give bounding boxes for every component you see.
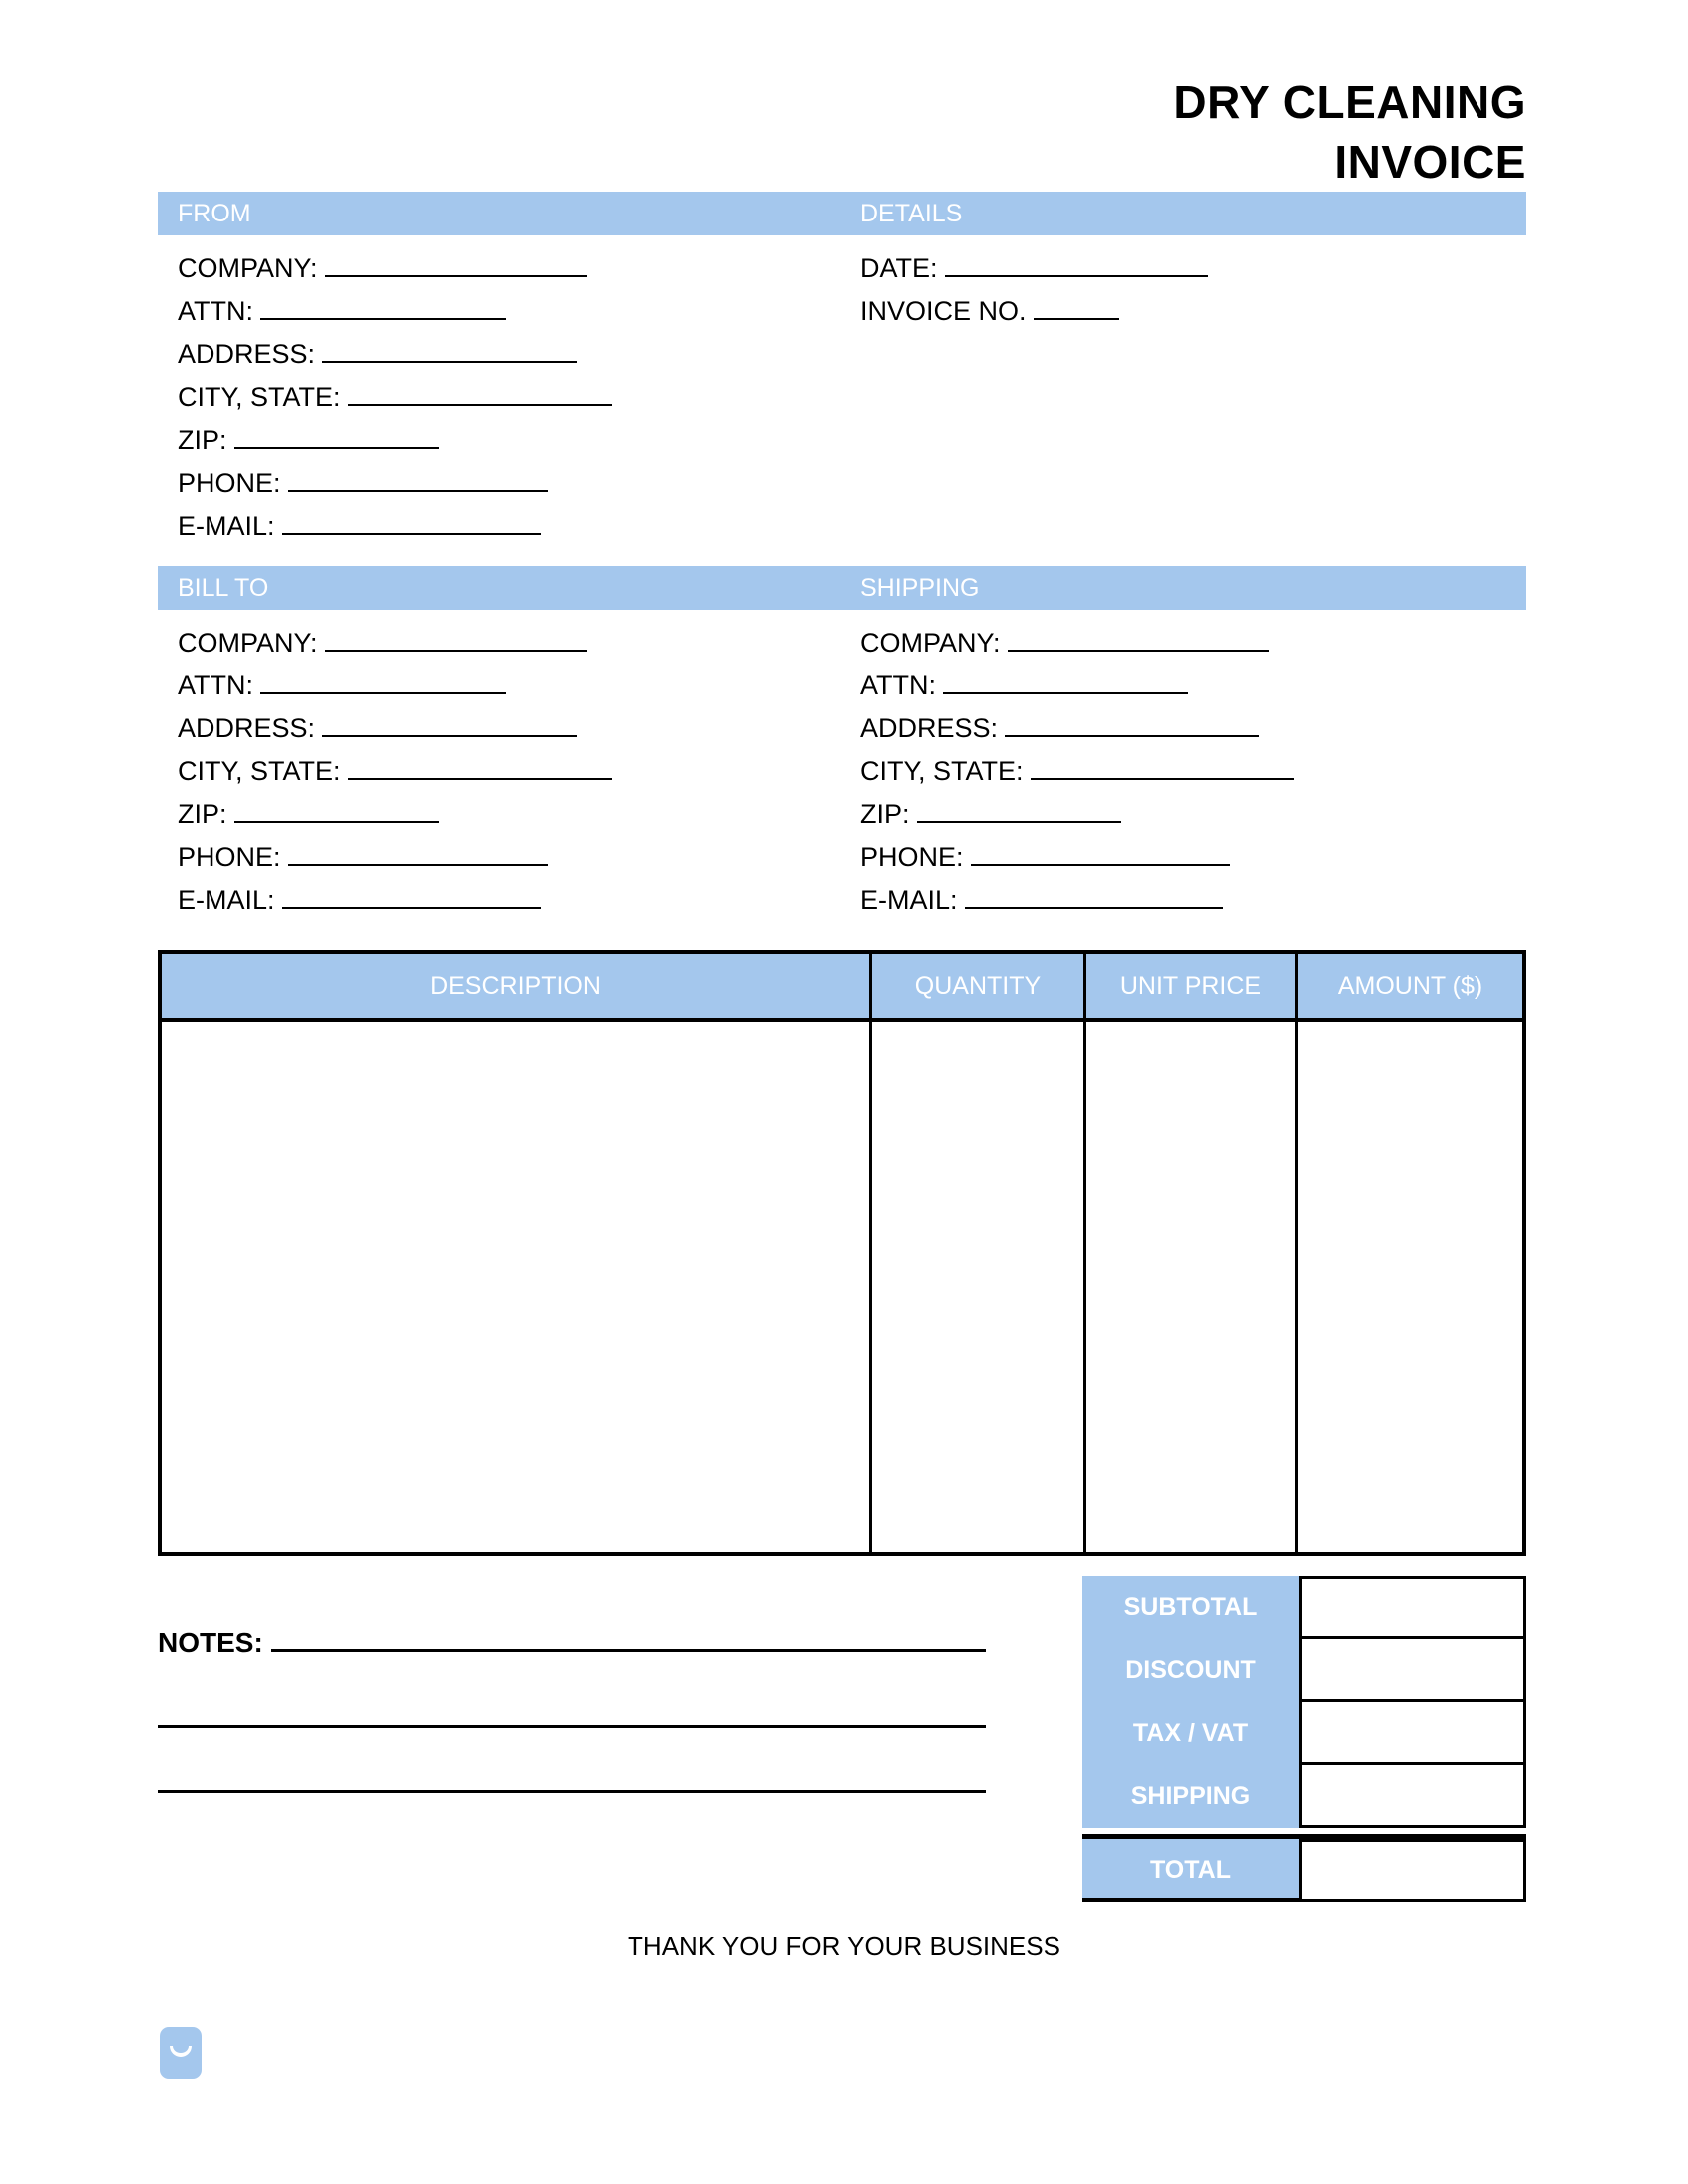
bill-to-address-input[interactable] xyxy=(322,705,577,737)
shipping-zip-input[interactable] xyxy=(917,791,1121,823)
bill-to-company-label: COMPANY: xyxy=(178,628,318,657)
line-items-table xyxy=(158,950,1526,1556)
shipping-heading: SHIPPING xyxy=(860,574,980,602)
details-field-date[interactable] xyxy=(860,245,1208,288)
footer-thank-you: THANK YOU FOR YOUR BUSINESS xyxy=(628,1931,1060,1961)
shipping-field-zip[interactable] xyxy=(860,791,1294,834)
bill-to-field-zip[interactable] xyxy=(178,791,612,834)
bill-to-zip-input[interactable] xyxy=(234,791,439,823)
from-email-label: E-MAIL: xyxy=(178,511,275,541)
shipping-email-input[interactable] xyxy=(965,877,1223,909)
shipping-phone-label: PHONE: xyxy=(860,842,964,872)
notes-label: NOTES: xyxy=(158,1627,263,1658)
column-header-quantity: QUANTITY xyxy=(869,954,1083,1018)
from-zip-label: ZIP: xyxy=(178,425,227,455)
cell-unit-price[interactable] xyxy=(1083,1022,1295,1552)
bill-to-field-attn[interactable] xyxy=(178,662,612,705)
line-items-table-header xyxy=(162,954,1522,1022)
column-header-unit-price: UNIT PRICE xyxy=(1083,954,1295,1018)
notes-input-line-2[interactable] xyxy=(158,1663,986,1728)
smile-square-logo-icon xyxy=(160,2027,202,2079)
bill-to-phone-input[interactable] xyxy=(288,834,548,866)
shipping-fields xyxy=(860,620,1294,920)
smile-arc-icon xyxy=(170,2046,192,2057)
notes-block xyxy=(158,1621,986,1793)
shipping-city-state-label: CITY, STATE: xyxy=(860,756,1024,786)
bill-to-company-input[interactable] xyxy=(325,620,587,652)
totals-row-discount xyxy=(1082,1639,1526,1702)
bill-to-email-input[interactable] xyxy=(282,877,541,909)
details-invoice-no-label: INVOICE NO. xyxy=(860,296,1027,326)
bill-to-city-state-input[interactable] xyxy=(348,748,612,780)
totals-row-tax-vat xyxy=(1082,1702,1526,1765)
bill-to-attn-input[interactable] xyxy=(260,662,506,694)
notes-input-line-3[interactable] xyxy=(158,1728,986,1793)
bill-to-heading: BILL TO xyxy=(178,574,269,602)
bill-to-field-address[interactable] xyxy=(178,705,612,748)
shipping-attn-input[interactable] xyxy=(943,662,1188,694)
column-header-description: DESCRIPTION xyxy=(430,972,601,1000)
from-field-zip[interactable] xyxy=(178,417,612,460)
tax-vat-label: TAX / VAT xyxy=(1082,1702,1299,1765)
from-city-state-label: CITY, STATE: xyxy=(178,382,341,412)
shipping-field-email[interactable] xyxy=(860,877,1294,920)
from-phone-label: PHONE: xyxy=(178,468,281,498)
cell-quantity[interactable] xyxy=(869,1022,1083,1552)
from-address-label: ADDRESS: xyxy=(178,339,316,369)
from-field-company[interactable] xyxy=(178,245,612,288)
from-field-phone[interactable] xyxy=(178,460,612,503)
from-field-city-state[interactable] xyxy=(178,374,612,417)
bill-to-city-state-label: CITY, STATE: xyxy=(178,756,341,786)
shipping-field-city-state[interactable] xyxy=(860,748,1294,791)
bill-to-zip-label: ZIP: xyxy=(178,799,227,829)
from-city-state-input[interactable] xyxy=(348,374,612,406)
from-phone-input[interactable] xyxy=(288,460,548,492)
totals-row-total xyxy=(1082,1834,1526,1902)
from-heading: FROM xyxy=(178,200,251,227)
bill-to-field-phone[interactable] xyxy=(178,834,612,877)
bill-to-phone-label: PHONE: xyxy=(178,842,281,872)
subtotal-value[interactable] xyxy=(1299,1576,1526,1639)
cell-amount[interactable] xyxy=(1295,1022,1522,1552)
shipping-total-value[interactable] xyxy=(1299,1765,1526,1828)
bill-to-attn-label: ATTN: xyxy=(178,670,253,700)
shipping-address-label: ADDRESS: xyxy=(860,713,999,743)
details-date-label: DATE: xyxy=(860,253,938,283)
from-field-email[interactable] xyxy=(178,503,612,546)
from-field-attn[interactable] xyxy=(178,288,612,331)
from-fields xyxy=(178,245,612,546)
notes-input-line-1[interactable] xyxy=(271,1621,986,1652)
from-field-address[interactable] xyxy=(178,331,612,374)
shipping-field-phone[interactable] xyxy=(860,834,1294,877)
from-company-label: COMPANY: xyxy=(178,253,318,283)
bill-to-field-company[interactable] xyxy=(178,620,612,662)
shipping-zip-label: ZIP: xyxy=(860,799,910,829)
cell-description[interactable] xyxy=(162,1022,869,1552)
tax-vat-value[interactable] xyxy=(1299,1702,1526,1765)
from-details-header-bar xyxy=(158,192,1526,235)
details-fields xyxy=(860,245,1208,331)
bill-to-address-label: ADDRESS: xyxy=(178,713,316,743)
from-address-input[interactable] xyxy=(322,331,577,363)
from-email-input[interactable] xyxy=(282,503,541,535)
bill-to-field-city-state[interactable] xyxy=(178,748,612,791)
shipping-phone-input[interactable] xyxy=(971,834,1230,866)
discount-value[interactable] xyxy=(1299,1639,1526,1702)
from-attn-input[interactable] xyxy=(260,288,506,320)
shipping-company-input[interactable] xyxy=(1008,620,1269,652)
shipping-field-address[interactable] xyxy=(860,705,1294,748)
bill-to-email-label: E-MAIL: xyxy=(178,885,275,915)
shipping-field-attn[interactable] xyxy=(860,662,1294,705)
shipping-attn-label: ATTN: xyxy=(860,670,936,700)
from-zip-input[interactable] xyxy=(234,417,439,449)
shipping-field-company[interactable] xyxy=(860,620,1294,662)
details-field-invoice-no[interactable] xyxy=(860,288,1208,331)
invoice-title-line-2: INVOICE xyxy=(1334,136,1526,188)
totals-row-shipping xyxy=(1082,1765,1526,1828)
bill-to-field-email[interactable] xyxy=(178,877,612,920)
billto-shipping-header-bar xyxy=(158,566,1526,610)
shipping-city-state-input[interactable] xyxy=(1031,748,1294,780)
shipping-total-label: SHIPPING xyxy=(1082,1765,1299,1828)
subtotal-label: SUBTOTAL xyxy=(1082,1576,1299,1639)
discount-label: DISCOUNT xyxy=(1082,1639,1299,1702)
line-items-table-body xyxy=(162,1022,1522,1552)
bill-to-fields xyxy=(178,620,612,920)
details-invoice-no-input[interactable] xyxy=(1034,288,1119,320)
details-date-input[interactable] xyxy=(945,245,1208,277)
shipping-address-input[interactable] xyxy=(1005,705,1259,737)
total-value[interactable] xyxy=(1299,1839,1526,1902)
details-heading: DETAILS xyxy=(860,200,963,227)
notes-first-line[interactable] xyxy=(158,1621,986,1663)
from-attn-label: ATTN: xyxy=(178,296,253,326)
column-header-amount: AMOUNT ($) xyxy=(1295,954,1522,1018)
totals-block xyxy=(1082,1576,1526,1902)
invoice-title xyxy=(158,72,1526,192)
shipping-company-label: COMPANY: xyxy=(860,628,1001,657)
totals-row-subtotal xyxy=(1082,1576,1526,1639)
total-label: TOTAL xyxy=(1082,1839,1299,1902)
invoice-title-line-1: DRY CLEANING xyxy=(1173,76,1526,128)
shipping-email-label: E-MAIL: xyxy=(860,885,958,915)
from-company-input[interactable] xyxy=(325,245,587,277)
